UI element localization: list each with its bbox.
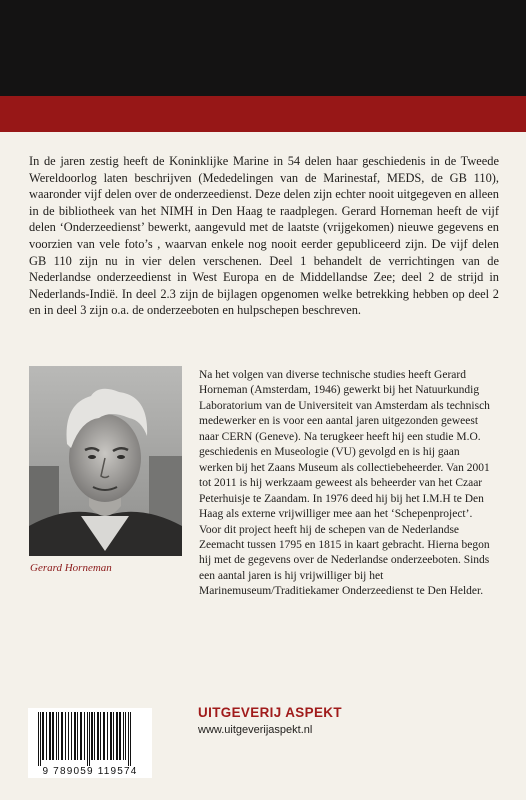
isbn-barcode [28, 708, 152, 778]
barcode-bar [123, 712, 124, 760]
barcode-bar [91, 712, 93, 760]
barcode-bar [61, 712, 63, 760]
barcode-bar [46, 712, 47, 760]
header-red-band [0, 96, 526, 132]
barcode-bar [103, 712, 105, 760]
publisher-name: UITGEVERIJ ASPEKT [198, 705, 342, 720]
barcode-bar [58, 712, 59, 760]
author-photo-caption: Gerard Horneman [30, 562, 112, 574]
barcode-bar [84, 712, 85, 760]
barcode-bar [113, 712, 114, 760]
barcode-bar [71, 712, 72, 760]
barcode-bar [97, 712, 99, 760]
barcode-bar [130, 712, 131, 766]
author-bio: Na het volgen van diverse technische studies heeft Gerard Horneman (Amsterdam, 1946) gewerkt bij het Natuurkundig Laboratorium van de Universiteit van Amsterdam als technisch medewerker en is voor een aantal jaren uitgezonden geweest naar CERN (Geneve). Na terugkeer heeft hij een studie M.O. geschiedenis en Museologie (VU) gevolgd en is hij gaan werken bij het Zaans Museum als collectiebeheerder. Van 2001 tot 2011 is hij werkzaam geweest als beheerder van het Czaar Peterhuisje te Zaandam. In 1976 deed hij bij het I.M.H te Den Haag als externe vrijwilliger mee aan het ‘Schepenproject’. Voor dit project heeft hij de schepen van de Nederlandse Zeemacht tussen 1795 en 1815 in kaart gebracht. Hierna begon hij met de gegevens over de Nederlandse onderzeeboten. Sinds een aantal jaren is hij vrijwilliger bij het Marinemuseum/Traditiekamer Onderzeedienst te Den Helder. [199, 369, 490, 598]
barcode-bars [36, 712, 144, 766]
publisher-website: www.uitgeverijaspekt.nl [198, 724, 313, 736]
barcode-bar [80, 712, 82, 760]
barcode-bar [87, 712, 88, 766]
barcode-bar [56, 712, 57, 760]
barcode-bar [38, 712, 39, 766]
barcode-bar [52, 712, 54, 760]
barcode-bar [40, 712, 41, 766]
barcode-bar [65, 712, 66, 760]
author-photo [29, 366, 182, 556]
barcode-bar [49, 712, 51, 760]
barcode-bar [74, 712, 76, 760]
barcode-bar [110, 712, 112, 760]
barcode-bar [116, 712, 118, 760]
barcode-bar [68, 712, 69, 760]
header-black-band [0, 0, 526, 96]
barcode-bar [119, 712, 121, 760]
barcode-bar [77, 712, 78, 760]
barcode-bar [94, 712, 95, 760]
barcode-bar [42, 712, 44, 760]
barcode-bar [128, 712, 129, 766]
barcode-digits: 9 789059 119574 [42, 766, 138, 777]
barcode-bar [107, 712, 108, 760]
barcode-bar [100, 712, 101, 760]
barcode-bar [125, 712, 126, 760]
intro-paragraph: In de jaren zestig heeft de Koninklijke Marine in 54 delen haar geschiedenis in de Tweede Wereldoorlog laten beschrijven (Mededelingen van de Marinestaf, MEDS, de GB 110), waaronder vijf delen over de onderzeedienst. Deze delen zijn echter nooit uitgegeven en alleen in de bibliotheek van het NIMH in Den Haag te raadplegen. Gerard Horneman heeft de vijf delen ‘Onderzeedienst’ bewerkt, aangevuld met de laatste (vrijgekomen) nieuwe gegevens en voorzien van vele foto’s , waarvan enkele nog nooit eerder gepubliceerd zijn. De vijf delen GB 110 zijn nu in vier delen verschenen. Deel 1 behandelt de verrichtingen van de Nederlandse onderzeedienst in West Europa en de Middellandse Zee; deel 2 de strijd in Nederlands-Indië. In deel 2.3 zijn de bijlagen opgenomen welke betrekking hebben op deel 2 en in deel 3 zijn o.a. de onderzeeboten en hulpschepen beschreven. [29, 154, 499, 318]
barcode-bar [89, 712, 90, 766]
